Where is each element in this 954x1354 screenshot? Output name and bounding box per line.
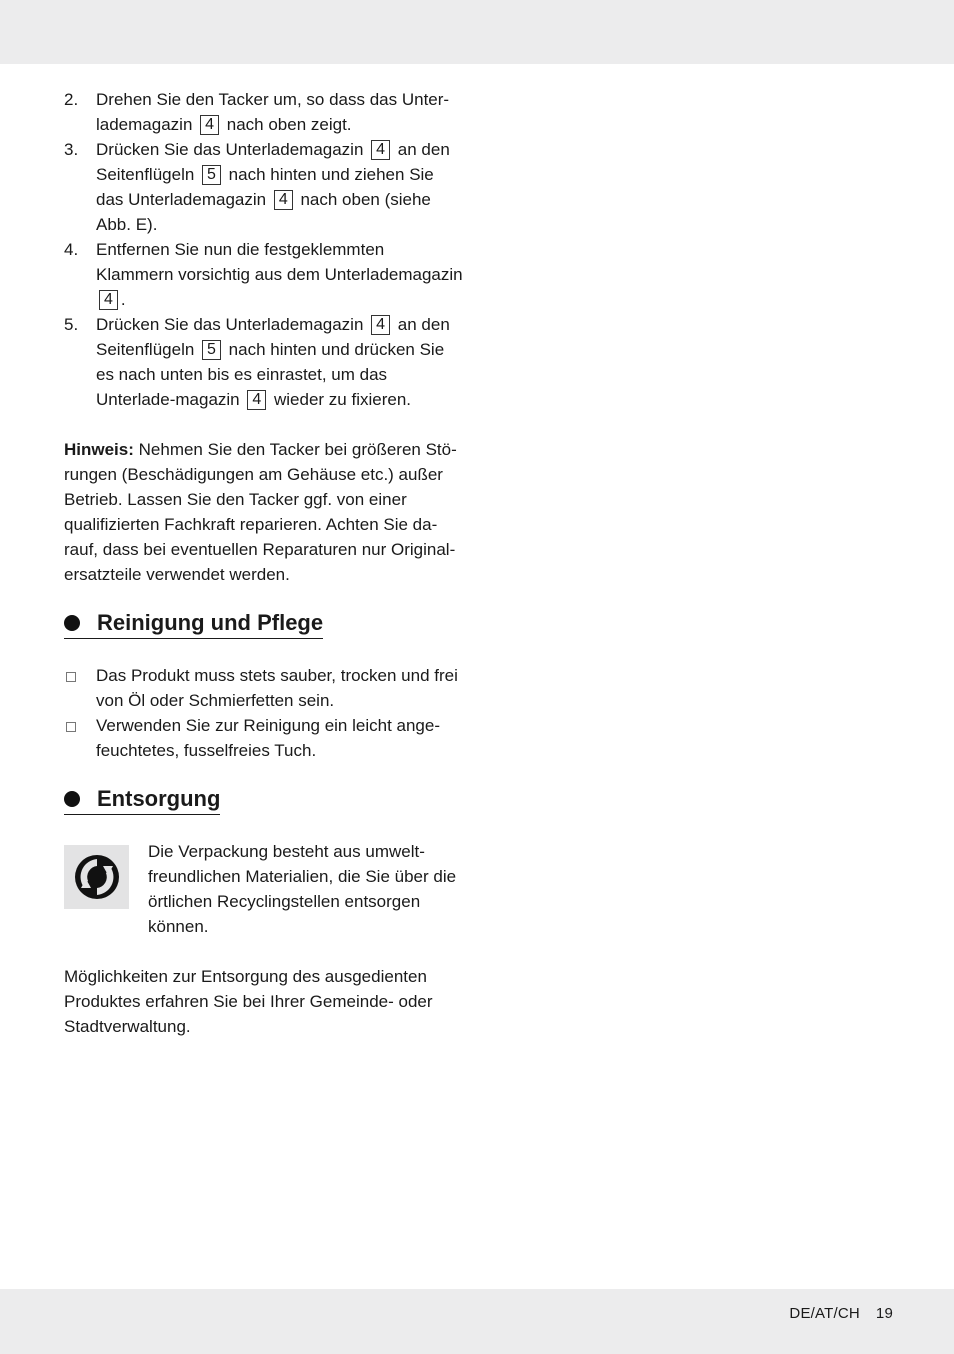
- list-item: [64, 713, 464, 763]
- list-item: [64, 663, 464, 713]
- recycle-block: [64, 839, 464, 939]
- note-label: Hinweis:: [64, 440, 134, 459]
- step-text: Drehen Sie den Tacker um, so dass das Unter-lademagazin 4 nach oben zeigt.: [96, 90, 450, 134]
- list-item: [64, 137, 464, 237]
- step-list: [64, 87, 464, 412]
- green-dot-recycling-icon: [64, 845, 129, 909]
- step-text: Entfernen Sie nun die festgeklemmten Klammern vorsichtig aus dem Unterlademagazin 4 .: [96, 240, 463, 309]
- heading-text: Reinigung und Pflege: [97, 610, 324, 635]
- section-heading-cleaning: [64, 609, 323, 639]
- part-reference: 5: [202, 340, 221, 360]
- section-heading-disposal: [64, 785, 220, 815]
- bullet-dot-icon: [64, 791, 80, 807]
- bullet-dot-icon: [64, 615, 80, 631]
- main-column: [64, 87, 464, 1039]
- part-reference: 5: [202, 165, 221, 185]
- note-text: Nehmen Sie den Tacker bei größeren Stö-rungen (Beschädigungen am Gehäuse etc.) außer Betrieb. Lassen Sie den Tacker ggf. von einer qualifizierten Fachkraft reparieren. Achten Sie da-rauf, dass bei eventuellen Reparaturen nur Original-ersatzteile verwendet werden.: [64, 440, 457, 584]
- step-text: Drücken Sie das Unterlademagazin 4 an den Seitenflügeln 5 nach hinten und drücken Sie es nach unten bis es einrastet, um das Unterlade-magazin 4 wieder zu fixieren.: [96, 315, 450, 409]
- part-reference: 4: [200, 115, 219, 135]
- heading-text: Entsorgung: [97, 786, 221, 811]
- step-number: 3.: [64, 140, 79, 159]
- note-paragraph: [64, 437, 464, 587]
- list-item-text: Verwenden Sie zur Reinigung ein leicht ange-feuchtetes, fusselfreies Tuch.: [96, 716, 441, 760]
- list-item: [64, 237, 464, 312]
- header-band: [0, 0, 954, 64]
- square-bullet-icon: [64, 713, 96, 763]
- list-item-text: Das Produkt muss stets sauber, trocken und frei von Öl oder Schmierfetten sein.: [96, 666, 458, 710]
- part-reference: 4: [371, 315, 390, 335]
- part-reference: 4: [247, 390, 266, 410]
- recycle-text: Die Verpackung besteht aus umwelt-freundlichen Materialien, die Sie über die örtlichen Recyclingstellen entsorgen können.: [148, 842, 457, 936]
- footer-region: DE/AT/CH: [789, 1305, 860, 1322]
- part-reference: 4: [274, 190, 293, 210]
- step-number: 4.: [64, 240, 79, 259]
- page-number: 19: [875, 1305, 893, 1322]
- square-bullet-icon: [64, 663, 96, 713]
- disposal-paragraph: Möglichkeiten zur Entsorgung des ausgedienten Produktes erfahren Sie bei Ihrer Gemeinde- oder Stadtverwaltung.: [64, 967, 433, 1036]
- list-item: [64, 87, 464, 137]
- part-reference: 4: [99, 290, 118, 310]
- footer: [789, 1305, 893, 1322]
- part-reference: 4: [371, 140, 390, 160]
- step-number: 5.: [64, 315, 79, 334]
- cleaning-list: [64, 663, 464, 763]
- step-number: 2.: [64, 90, 79, 109]
- step-text: Drücken Sie das Unterlademagazin 4 an den Seitenflügeln 5 nach hinten und ziehen Sie das Unterlademagazin 4 nach oben (siehe Abb. E).: [96, 140, 450, 234]
- list-item: [64, 312, 464, 412]
